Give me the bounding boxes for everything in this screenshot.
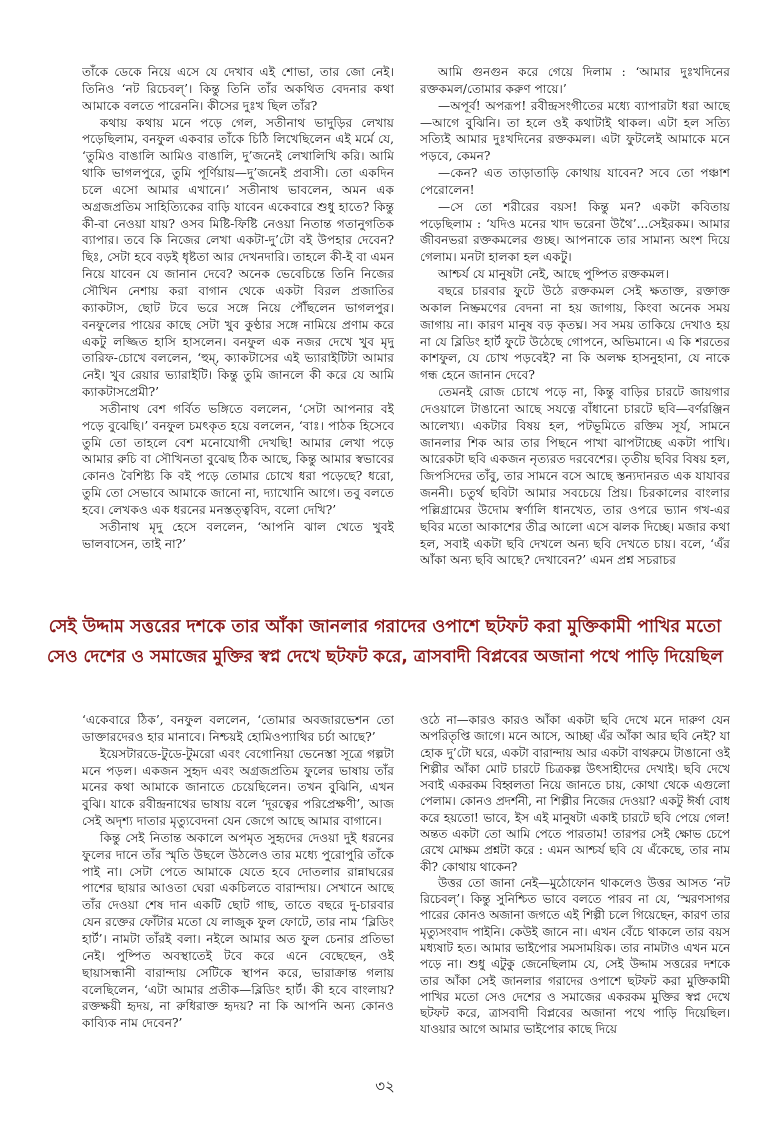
column-bottom-right xyxy=(420,712,730,1042)
column-bottom-left xyxy=(82,712,394,1042)
paragraph: কিন্তু সেই নিতান্ত অকালে অপমৃত সুহৃদের দেওয়া দুই ধরনের ফুলের দানে তাঁর স্মৃতি উছলে উঠলেও তার মধ্যে পুরোপুরি তাঁকে পাই না। সেটা পেতে আমাকে যেতে হবে দোতলার রান্নাঘরের পাশের ছায়ার আওতা ঘেরা একচিলতে বারান্দায়। সেখানে আছে তাঁর দেওয়া শেষ দান একটি ছোট গাছ, তাতে বছরে দু-চারবার যেন রক্তের ফোঁটার মতো যে লাজুক ফুল ফোটে, তার নাম ‘ব্লিডিং হার্ট’। নামটা তাঁরই বলা। নইলে আমার অত ফুল চেনার প্রতিভা নেই। পুষ্পিত অবস্থাতেই টবে করে এনে বেছেছেন, ওই ছায়াসন্ধানী বারান্দায় সেটিকে স্থাপন করে, ভারাক্রান্ত গলায় বলেছিলেন, ‘এটা আমার প্রতীক—ব্লিডিং হার্ট। কী হবে বাংলায়? রক্তক্ষয়ী হৃদয়, না রুধিরাক্ত হৃদয়? না কি আপনি অন্য কোনও কাব্যিক নাম দেবেন?’ xyxy=(82,830,394,1031)
pull-quote-line-2: সেও দেশের ও সমাজের মুক্তির স্বপ্ন দেখে ছটফট করে, ত্রাসবাদী বিপ্লবের অজানা পথে পাড়ি দিয়েছিল xyxy=(46,647,724,667)
column-top-left xyxy=(82,64,394,570)
paragraph: আশ্চর্য যে মানুষটা নেই, আছে পুষ্পিত রক্তকমল। xyxy=(438,267,669,282)
pull-quote xyxy=(40,612,730,672)
paragraph: তাঁকে ডেকে নিয়ে এসে যে দেখাব এই শোভা, তার জো নেই। তিনিও ‘নট রিচেবল্’। কিন্তু তিনি তাঁর অকথিত বেদনার কথা আমাকে বলতে পারেননি। কীসের দুঃখ ছিল তাঁর? xyxy=(82,65,394,113)
paragraph: আমি গুনগুন করে গেয়ে দিলাম : ‘আমার দুঃখদিনের রক্তকমল/তোমার করুণ পায়ে।’ xyxy=(420,65,730,96)
paragraph: —সে তো শরীরের বয়স! কিন্তু মন? একটা কবিতায় পড়েছিলাম : ‘যদিও মনের খাদ ভরেনা উথৈ’...সেইরকম। আমার জীবনভরা রক্তকমলের গুচ্ছ। আপনাকে তার সামান্য অংশ দিয়ে গেলাম। মনটা হালকা হল একটু। xyxy=(420,199,730,265)
paragraph: —কেন? এত তাড়াতাড়ি কোথায় যাবেন? সবে তো পঞ্চাশ পেরোলেন! xyxy=(420,166,730,197)
paragraph: তেমনই রোজ চোখে পড়ে না, কিন্তু বাড়ির চারটে জায়গার দেওয়ালে টাঙানো আছে সযত্নে বাঁধানো চারটে ছবি—বর্ণরঞ্জিন আলেখ্য। একটার বিষয় হল, পটভূমিতে রক্তিম সূর্য, সামনে জানলার শিক আর তার পিছনে পাখা ঝাপটাচ্ছে একটা পাখি। আরেকটা ছবি একজন নৃত্যরত দরবেশের। তৃতীয় ছবির বিষয় হল, জিপসিদের তাঁবু, তার সামনে বসে আছে স্তন্যদানরত এক যাযাবর জননী। চতুর্থ ছবিটা আমার সবচেয়ে প্রিয়। চিরকালের বাংলার পল্লিগ্রামের উদোম স্বর্ণালি ধানখেত, তার ওপরে ভ্যান গখ-এর ছবির মতো আকাশের তীব্র আলো এসে ঝলক দিচ্ছে। মজার কথা হল, সবাই একটা ছবি দেখলে অন্য ছবি দেখতে চায়। বলে, ‘এঁর আঁকা অন্য ছবি আছে? দেখাবেন?’ এমন প্রশ্ন সচরাচর xyxy=(420,385,730,568)
paragraph: বছরে চারবার ফুটে উঠে রক্তকমল সেই ক্ষতাক্ত, রক্তাক্ত অকাল নিষ্ক্রমণের বেদনা না হয় জাগায়, কিংবা অনেক সময় জাগায় না। কারণ মানুষ বড় কৃতঘ্ন। সব সময় তাকিয়ে দেখাও হয় না যে ব্লিডিং হার্ট ফুটে উঠেছে গোপনে, অভিমানে। এ কি শরতের কাশফুল, যে চোখ পড়বেই? না কি অলক্ষ হাসনুহানা, যে নাকে গন্ধ হেনে জানান দেবে? xyxy=(420,283,730,383)
paragraph: ‘একেবারে ঠিক’, বনফুল বললেন, ‘তোমার অবজারভেশন তো ডাক্তারদেরও হার মানাবে। নিশ্চয়ই হোমিওপ্যাথির চর্চা আছে?’ xyxy=(82,713,394,744)
paragraph: —অপূর্ব! অপরূপ! রবীন্দ্রসংগীতের মধ্যে ব্যাপারটা ধরা আছে—আগে বুঝিনি। তা হলে ওই কথাটাই থাকল। এটা হল সত্যি সত্যিই আমার দুঃখদিনের রক্তকমল। এটা ফুটলেই আমাকে মনে পড়বে, কেমন? xyxy=(420,98,730,164)
paragraph: ইয়েসটারডে-টুডে-টুমরো এবং বেগোনিয়া ভেনেস্তা সূত্রে গল্পটা মনে পড়ল। একজন সুহৃদ এবং অগ্রজপ্রতিম ফুলের ভাষায় তাঁর মনের কথা আমাকে জানাতে চেয়েছিলেন। তখন বুঝিনি, এখন বুঝি। যাকে রবীন্দ্রনাথের ভাষায় বলে ‘দূরত্বের পরিপ্রেক্ষণী’, আজ সেই অদৃশ্য দাতার মৃত্যুবেদনা যেন জেগে আছে আমার বাগানে। xyxy=(82,746,394,829)
paragraph: কথায় কথায় মনে পড়ে গেল, সতীনাথ ভাদুড়ির লেখায় পড়েছিলাম, বনফুল একবার তাঁকে চিঠি লিখেছিলেন এই মর্মে যে, ‘তুমিও বাঙালি আমিও বাঙালি, দু’জনেই লেখালিখি করি। আমি থাকি ভাগলপুরে, তুমি পূর্ণিয়ায়—দু’জনেই প্রবাসী। তো একদিন চলে এসো আমার এখানে।’ সতীনাথ ভাবলেন, অমন এক অগ্রজপ্রতিম সাহিত্যিকের বাড়ি যাবেন একেবারে শুধু হাতে? কিন্তু কী-বা নেওয়া যায়? ওসব মিষ্টি-ফিষ্টি নেওয়া নিতান্ত গতানুগতিক ব্যাপার। তবে কি নিজের লেখা একটা-দু’টো বই উপহার দেবেন? ছিঃ, সেটা হবে বড়ই ধৃষ্টতা আর দেখনদারি। তাহলে কী-ই বা এমন নিয়ে যাবেন যে জানান দেবে? অনেক ভেবেচিন্তে তিনি নিজের সৌখিন নেশায় করা বাগান থেকে একটা বিরল প্রজাতির ক্যাকটাস, ছোট টবে ভরে সঙ্গে নিয়ে পৌঁছলেন ভাগলপুর। বনফুলের পায়ের কাছে সেটা খুব কুণ্ঠার সঙ্গে নামিয়ে প্রণাম করে একটু লজ্জিত হাসি হাসলেন। বনফুল এক নজর দেখে খুব মৃদু তারিফ-চোখে বললেন, ‘হুম্, ক্যাকটাসের এই ভ্যারাইটিটা আমার নেই। খুব রেয়ার ভ্যারাইটি। কিন্তু তুমি জানলে কী করে যে আমি ক্যাকটাসপ্রেমী?’ xyxy=(82,115,394,400)
paragraph: ওঠে না—কারও কারও আঁকা একটা ছবি দেখে মনে দারুণ যেন অপরিতৃপ্তি জাগে। মনে আসে, আচ্ছা এঁর আঁকা আর ছবি নেই? যা হোক দু’টো ঘরে, একটা বারান্দায় আর একটা বাথরুমে টাঙানো ওই শিল্পীর আঁকা মোট চারটে চিত্রকল্প উৎসাহীদের দেখাই। ছবি দেখে সবাই একরকম বিহ্বলতা নিয়ে জানতে চায়, কোথা থেকে এগুলো পেলাম। কোনও প্রদর্শনী, না শিল্পীর নিজের দেওয়া? একটু ঈর্ষা বোধ করে হয়তো! ভাবে, ইস এই মানুষটা একাই চারটে ছবি পেয়ে গেল! অন্তত একটা তো আমি পেতে পারতাম! তারপর সেই ক্ষোভ চেপে রেখে মোক্ষম প্রশ্নটা করে : এমন আশ্চর্য ছবি যে এঁকেছে, তার নাম কী? কোথায় থাকেন? xyxy=(420,713,730,874)
paragraph: সতীনাথ বেশ গর্বিত ভঙ্গিতে বললেন, ‘সেটা আপনার বই পড়ে বুঝেছি।’ বনফুল চমৎকৃত হয়ে বললেন, ‘বাঃ। পাঠক হিসেবে তুমি তো তাহলে বেশ মনোযোগী দেখছি! আমার লেখা পড়ে আমার রুচি বা সৌখিনতা বুঝেছ ঠিক আছে, কিন্তু আমার স্বভাবের কোনও বৈশিষ্ট্য কি বই পড়ে তোমার চোখে ধরা পড়েছে? ধরো, তুমি তো সেভাবে আমাকে জানো না, দ্যাখোনি আগে। তবু বলতে হবে। লেখকও এক ধরনের মনস্তত্ত্ববিদ, বলো দেখি?’ xyxy=(82,401,394,517)
column-top-right xyxy=(420,64,730,570)
page-number: ৩২ xyxy=(375,1077,395,1095)
paragraph: উত্তর তো জানা নেই—মুঠোফোন থাকলেও উত্তর আসত ‘নট রিচেবল্’। কিন্তু সুনিশ্চিত ভাবে বলতে পারব না যে, ‘স্মরণসাগর পারের কোনও অজানা জগতে এই শিল্পী চলে গিয়েছেন, কারণ তার মৃত্যুসংবাদ পাইনি। কেউই জানে না। এখন বেঁচে থাকলে তার বয়স মধ্যষাট হত। আমার ভাইপোর সমসাময়িক। তার নামটাও এখন মনে পড়ে না। শুধু এটুকু জেনেছিলাম যে, সেই উদ্দাম সত্তরের দশকে তার আঁকা সেই জানলার গরাদের ওপাশে ছটফট করা মুক্তিকামী পাখির মতো সেও দেশের ও সমাজের একরকম মুক্তির স্বপ্ন দেখে ছটফট করে, ত্রাসবাদী বিপ্লবের অজানা পথে পাড়ি দিয়েছিল। যাওয়ার আগে আমার ভাইপোর কাছে দিয়ে xyxy=(420,875,730,1037)
pull-quote-line-1: সেই উদ্দাম সত্তরের দশকে তার আঁকা জানলার গরাদের ওপাশে ছটফট করা মুক্তিকামী পাখির মতো xyxy=(48,617,722,637)
paragraph: সতীনাথ মৃদু হেসে বললেন, ‘আপনি ঝাল খেতে খুবই ভালবাসেন, তাই না?’ xyxy=(82,519,394,551)
